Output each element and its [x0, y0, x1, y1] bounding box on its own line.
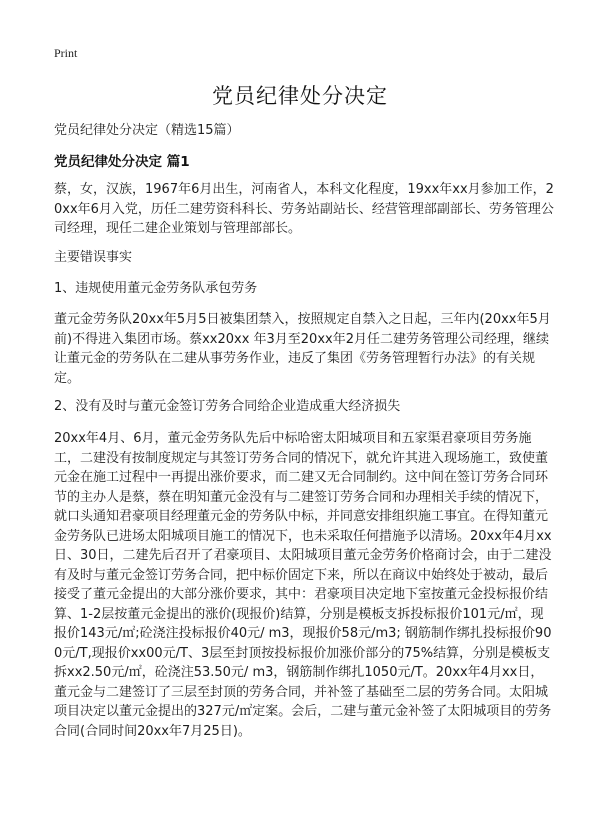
item2-body: 20xx年4月、6月，董元金劳务队先后中标哈密太阳城项目和五家渠君豪项目劳务施工，二建没有按制度规定与其签订劳务合同的情况下，就允许其进入现场施工，致使董元金在施工过程中一再提出涨价要求，而二建又无合同制约。这中间在签订劳务合同环节的主办人是蔡，蔡在明知董元金没有与二建签订劳务合同和办理相关手续的情况下，就口头通知君豪项目经理董元金的劳务队中标，并同意安排组织施工事宜。在得知董元金劳务队已进场太阳城项目施工的情况下，也未采取任何措施予以清场。20xx年4月xx日、30日，二建先后召开了君豪项目、太阳城项目董元金劳务价格商讨会，由于二建没有及时与董元金签订劳务合同，把中标价固定下来，所以在商议中始终处于被动，最后接受了董元金提出的大部分涨价要求，其中：君豪项目决定地下室按董元金投标报价结算、1-2层按董元金提出的涨价(现报价)结算，分别是模板支拆投标报价101元/㎡，现报价143元/㎡;砼浇注投标报价40元/ m3，现报价58元/m3; 钢筋制作绑扎投标报价900元/T,现报价xx00元/T、3层至封顶按投标报价加涨价部分的75%结算，分别是模板支拆xx2.50元/㎡，砼浇注53.50元/ m3，钢筋制作绑扎1050元/T。20xx年4月xx日，董元金与二建签订了三层至封顶的劳务合同，并补签了基础至二层的劳务合同。太阳城项目决定以董元金提出的327元/㎡定案。会后，二建与董元金补签了太阳城项目的劳务合同(合同时间20xx年7月25日)。 — [54, 431, 552, 739]
print-link[interactable]: Print — [54, 46, 78, 60]
facts-heading: 主要错误事实 — [54, 250, 133, 265]
document-subtitle: 党员纪律处分决定（精选15篇） — [54, 123, 240, 138]
item2-heading: 2、没有及时与董元金签订劳务合同给企业造成重大经济损失 — [54, 399, 401, 414]
page-title: 党员纪律处分决定 — [212, 84, 388, 108]
item1-body: 董元金劳务队20xx年5月5日被集团禁入，按照规定自禁入之日起，三年内(20xx年5月前)不得进入集团市场。蔡xx20xx 年3月至20xx年2月任二建劳务管理公司经理，继续让董元金的劳务队在二建从事劳务作业，违反了集团《劳务管理暂行办法》的有关规定。 — [54, 312, 551, 386]
section-heading: 党员纪律处分决定 篇1 — [54, 154, 190, 170]
bio-paragraph: 蔡，女，汉族，1967年6月出生，河南省人，本科文化程度，19xx年xx月参加工作，20xx年6月入党，历任二建劳资科科长、劳务站副站长、经营管理部副部长、劳务管理公司经理，现任二建企业策划与管理部部长。 — [54, 182, 554, 236]
item1-heading: 1、违规使用董元金劳务队承包劳务 — [54, 281, 258, 296]
